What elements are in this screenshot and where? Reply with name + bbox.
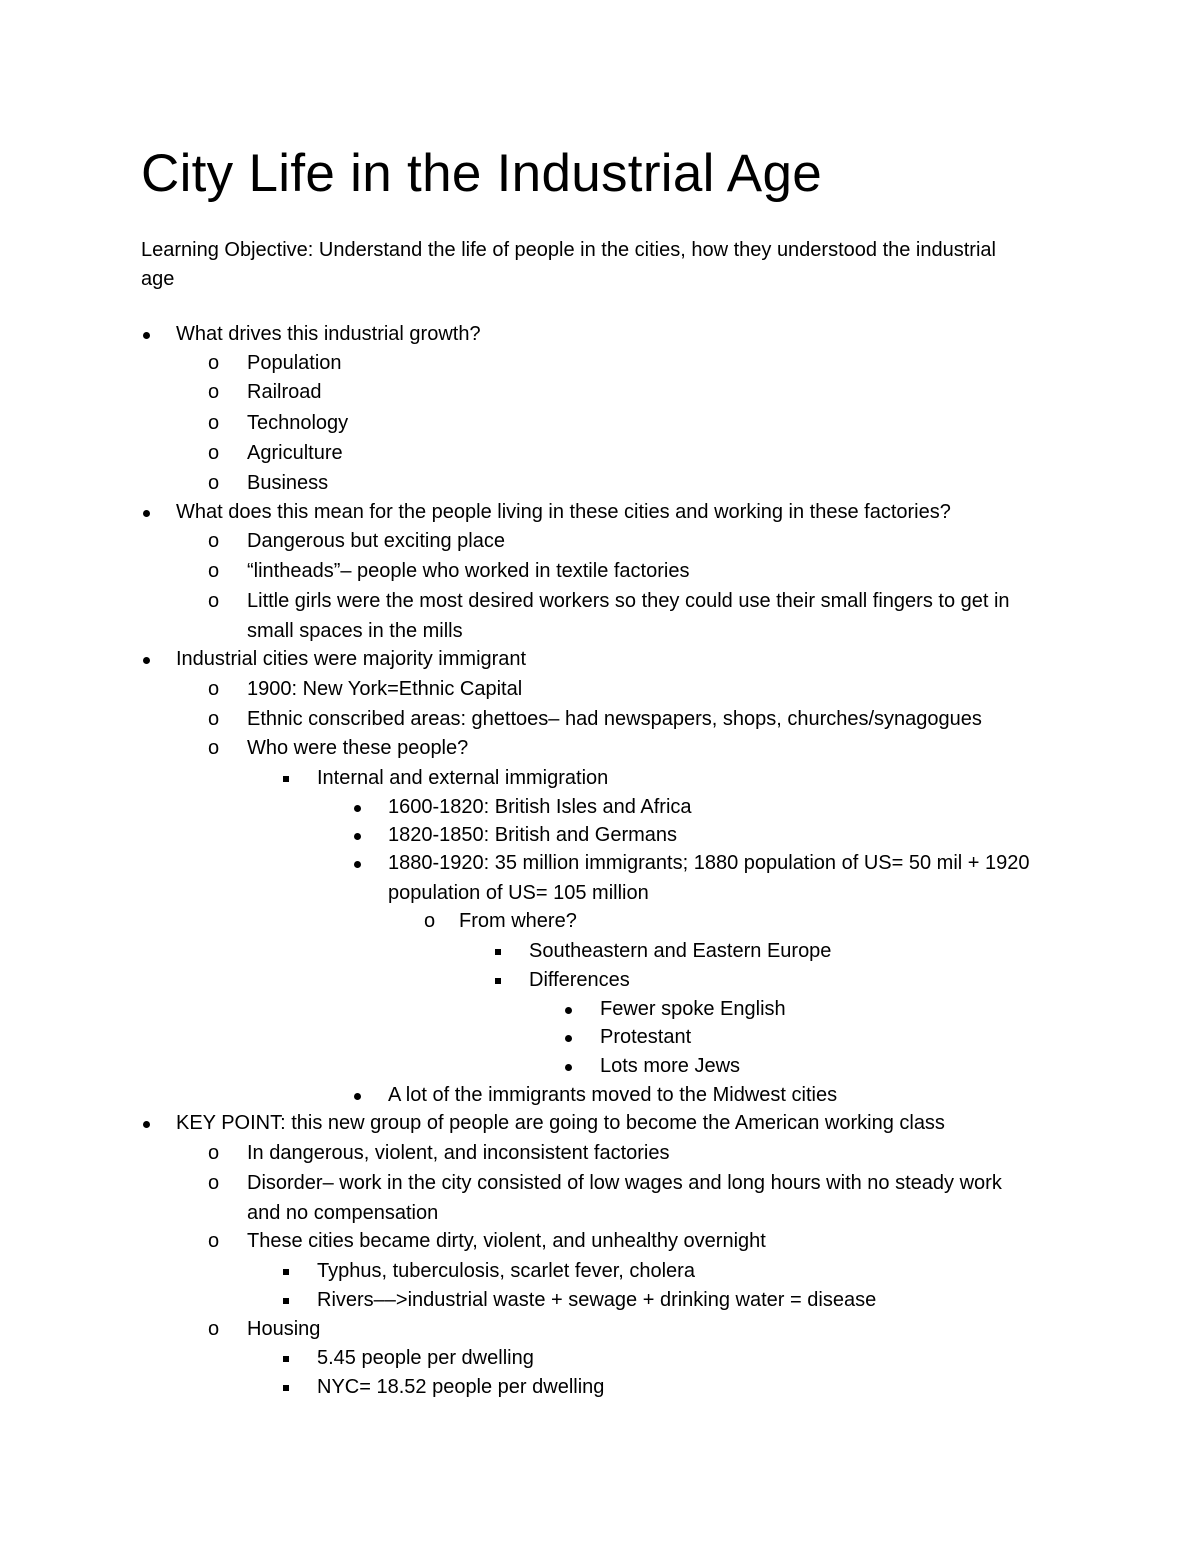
outline-item: Protestant bbox=[600, 1026, 692, 1048]
outline-item: Industrial cities were majority immigrant bbox=[176, 648, 527, 670]
bullet-dot-icon bbox=[143, 657, 150, 664]
outline-item: Internal and external immigration bbox=[317, 767, 609, 789]
outline-item: Housing bbox=[247, 1318, 321, 1340]
outline-item: Dangerous but exciting place bbox=[247, 530, 505, 552]
outline-item: 1600-1820: British Isles and Africa bbox=[388, 796, 692, 818]
outline-item: “lintheads”– people who worked in textile factories bbox=[247, 560, 690, 582]
outline-item: Business bbox=[247, 472, 329, 494]
bullet-circle-icon: o bbox=[208, 381, 220, 403]
bullet-circle-icon: o bbox=[208, 442, 220, 464]
bullet-circle-icon: o bbox=[208, 590, 220, 612]
learning-objective: Learning Objective: Understand the life of people in the cities, how they understood the industrial age bbox=[141, 239, 996, 290]
bullet-circle-icon: o bbox=[424, 910, 436, 932]
bullet-circle-icon: o bbox=[208, 560, 220, 582]
outline-item: What does this mean for the people living in these cities and working in these factories? bbox=[176, 501, 951, 523]
bullet-circle-icon: o bbox=[208, 708, 220, 730]
bullet-dot-icon bbox=[143, 1121, 150, 1128]
outline-item: 1900: New York=Ethnic Capital bbox=[247, 678, 523, 700]
outline-item: Typhus, tuberculosis, scarlet fever, cholera bbox=[317, 1260, 695, 1282]
bullet-square-icon bbox=[283, 776, 289, 782]
outline-item: Agriculture bbox=[247, 442, 343, 464]
bullet-dot-icon bbox=[565, 1007, 572, 1014]
bullet-square-icon bbox=[283, 1298, 289, 1304]
outline-item: 1880-1920: 35 million immigrants; 1880 population of US= 50 mil + 1920 population of US= 105 million bbox=[388, 852, 1030, 904]
bullet-dot-icon bbox=[565, 1035, 572, 1042]
bullet-dot-icon bbox=[143, 510, 150, 517]
bullet-circle-icon: o bbox=[208, 352, 220, 374]
bullet-square-icon bbox=[495, 978, 501, 984]
bullet-square-icon bbox=[283, 1269, 289, 1275]
bullet-circle-icon: o bbox=[208, 412, 220, 434]
outline-item: Who were these people? bbox=[247, 737, 469, 759]
bullet-circle-icon: o bbox=[208, 737, 220, 759]
bullet-square-icon bbox=[283, 1356, 289, 1362]
outline-item: 1820-1850: British and Germans bbox=[388, 824, 678, 846]
bullet-circle-icon: o bbox=[208, 472, 220, 494]
document-title: City Life in the Industrial Age bbox=[141, 144, 823, 203]
outline-item: Differences bbox=[529, 969, 630, 991]
outline-item: Railroad bbox=[247, 381, 322, 403]
bullet-circle-icon: o bbox=[208, 1318, 220, 1340]
bullet-circle-icon: o bbox=[208, 1172, 220, 1194]
outline-item: From where? bbox=[459, 910, 577, 932]
bullet-circle-icon: o bbox=[208, 530, 220, 552]
outline-item: KEY POINT: this new group of people are going to become the American working class bbox=[176, 1112, 945, 1134]
outline-item: Little girls were the most desired workers so they could use their small fingers to get in small spaces in the mills bbox=[247, 590, 1010, 642]
outline-item: Rivers––>industrial waste + sewage + drinking water = disease bbox=[317, 1289, 877, 1311]
bullet-dot-icon bbox=[354, 861, 361, 868]
bullet-dot-icon bbox=[354, 833, 361, 840]
bullet-square-icon bbox=[495, 949, 501, 955]
outline-item: Technology bbox=[247, 412, 349, 434]
bullet-dot-icon bbox=[143, 332, 150, 339]
outline-item: NYC= 18.52 people per dwelling bbox=[317, 1376, 605, 1398]
outline-item: A lot of the immigrants moved to the Midwest cities bbox=[388, 1084, 838, 1106]
bullet-circle-icon: o bbox=[208, 1230, 220, 1252]
bullet-dot-icon bbox=[354, 805, 361, 812]
outline-item: Fewer spoke English bbox=[600, 998, 786, 1020]
outline-item: Population bbox=[247, 352, 342, 374]
outline-item: What drives this industrial growth? bbox=[176, 323, 481, 345]
bullet-circle-icon: o bbox=[208, 1142, 220, 1164]
outline-item: Southeastern and Eastern Europe bbox=[529, 940, 832, 962]
outline-item: Ethnic conscribed areas: ghettoes– had newspapers, shops, churches/synagogues bbox=[247, 708, 982, 730]
bullet-square-icon bbox=[283, 1385, 289, 1391]
outline-item: 5.45 people per dwelling bbox=[317, 1347, 534, 1369]
outline-item: Lots more Jews bbox=[600, 1055, 741, 1077]
bullet-dot-icon bbox=[565, 1064, 572, 1071]
outline-item: These cities became dirty, violent, and unhealthy overnight bbox=[247, 1230, 766, 1252]
outline-item: In dangerous, violent, and inconsistent factories bbox=[247, 1142, 670, 1164]
outline-item: Disorder– work in the city consisted of low wages and long hours with no steady work and no compensation bbox=[247, 1172, 1002, 1224]
bullet-dot-icon bbox=[354, 1093, 361, 1100]
bullet-circle-icon: o bbox=[208, 678, 220, 700]
